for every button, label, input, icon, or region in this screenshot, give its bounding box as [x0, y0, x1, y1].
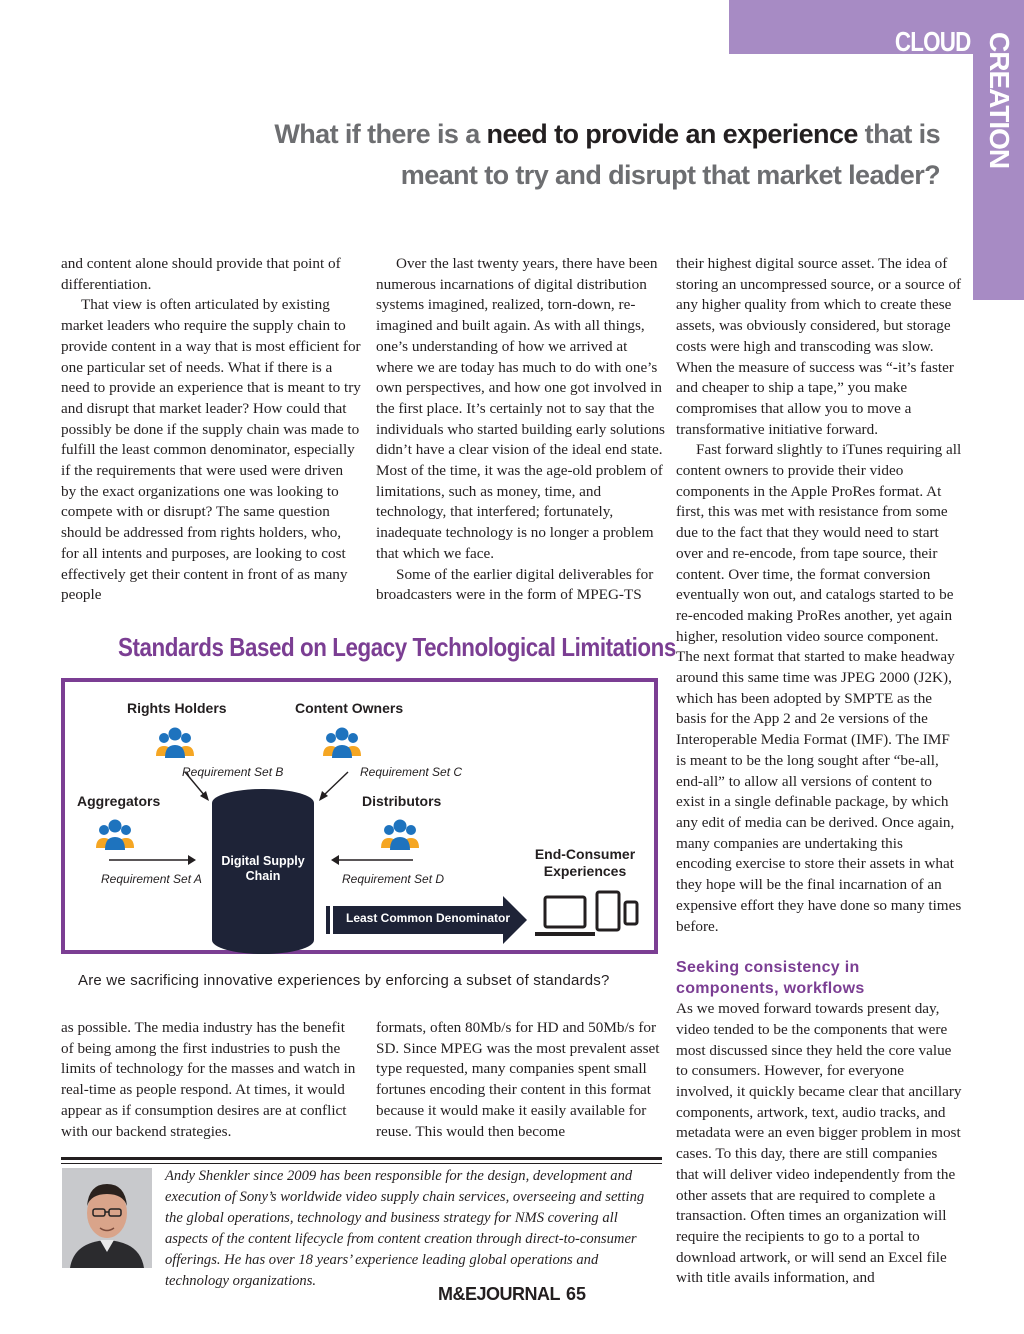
- content-owners-label: Content Owners: [295, 700, 404, 716]
- figure-diagram: [61, 678, 658, 954]
- requirement-set-b: Requirement Set B: [182, 765, 284, 779]
- author-bio: Andy Shenkler since 2009 has been responsible for the design, development and execution of Sony’s worldwide video supply chain services, overseeing and setting the global operations, technology and business strategy for NMS covering all aspects of the content lifecycle from content creation through direct-to-consumer offerings. He has over 18 years’ experience leading global operations and technology organizations.: [165, 1168, 645, 1289]
- section-tab-creation: CREATION: [984, 32, 1015, 169]
- body-column-1-bottom: [61, 1018, 361, 1142]
- distributors-label: Distributors: [362, 793, 442, 809]
- rights-holders-people-icon: [156, 728, 194, 759]
- end-consumer-line2: Experiences: [543, 863, 627, 879]
- rights-holders-label: Rights Holders: [127, 700, 227, 716]
- paragraph: As we moved forward towards present day, video tended to be the components that were most discussed since they held the core value to consumers. However, for everyone involved, it quickly became clear that ancillary components, artwork, text, audio tracks, and metadata were an even bigger problem in most cases. To this day, there are still companies that will deliver video independently from the other assets that are required to complete a transaction. Often times an organization will require the recipients to go to a portal to download artwork, or will send an Excel file with title avails information, and: [676, 1000, 962, 1287]
- body-column-2-top: [376, 254, 666, 606]
- pull-quote: [200, 114, 940, 196]
- section-subheading: Seeking consistency in components, workflows: [676, 959, 865, 998]
- journal-name: M&EJOURNAL: [437, 1284, 560, 1304]
- paragraph: That view is often articulated by existing market leaders who require the supply chain to provide content in a way that is most efficient for one particular set of needs. What if there is a need to provide an experience that is meant to try and disrupt that market leader? How could that possibly be done if the supply chain was made to fulfill the least common denominator, especially if the requirements that were used were driven by the exact organizations one was looking to compete with or disrupt? The same question should be addressed from rights holders, who, for all intents and purposes, are looking to cost effectively get their content in front of as many people: [61, 296, 361, 604]
- paragraph: Some of the earlier digital deliverables for broadcasters were in the form of MPEG-TS: [376, 565, 654, 604]
- body-column-3: [676, 254, 962, 1289]
- supply-chain-label: [212, 854, 314, 884]
- requirement-set-a: Requirement Set A: [101, 872, 202, 886]
- page-number: 65: [565, 1284, 587, 1304]
- end-consumer-line1: End-Consumer: [534, 846, 636, 862]
- aggregators-people-icon: [96, 820, 134, 851]
- paragraph: Fast forward slightly to iTunes requiring all content owners to provide their video components in the Apple ProRes format. At first, this was met with resistance from some due to the fact that they would need to start over and re-encode, from tape source, their content. Over time, the format conversion eventually won out, and catalogs started to be re-encoded making ProRes another, yet again higher, resolution video source component. The next format that started to make headway around this same time was JPEG 2000 (J2K), which has been adopted by SMPTE as the basis for the App 2 and 2e versions of the Interoperable Media Format (IMF). The IMF is meant to be the long sought after “be-all, end-all” to allow all versions of content to exist in a single definable package, by which any edit of media can be derived. Once again, many companies are undertaking this encoding exercise to store their assets in what they hope will be the final incarnation of an expensive effort they have done so many times before.: [676, 441, 962, 935]
- pull-quote-part3: that is meant to try and disrupt that market leader?: [400, 119, 940, 190]
- requirement-set-c: Requirement Set C: [360, 765, 463, 779]
- body-column-1-top: [61, 254, 361, 606]
- author-photo: [62, 1168, 152, 1268]
- devices-icon: [535, 892, 637, 934]
- requirement-set-d: Requirement Set D: [342, 872, 445, 886]
- paragraph: as possible. The media industry has the benefit of being among the first industries to push the limits of technology for the masses and watch in real-time as people respond. At times, it would appear as if consumption desires are at conflict with our backend strategies.: [61, 1019, 356, 1140]
- paragraph: formats, often 80Mb/s for HD and 50Mb/s for SD. Since MPEG was the most prevalent asset type requested, many companies spent small fortunes encoding their content in this format because it would make it easily available for reuse. This would then become: [376, 1019, 660, 1140]
- figure-title: Standards Based on Legacy Technological Limitations: [118, 632, 676, 662]
- aggregators-label: Aggregators: [77, 793, 161, 809]
- paragraph: their highest digital source asset. The idea of storing an uncompressed source, or a source of any higher quality from which to create these assets, was obviously considered, but storage costs were high and transcoding was slow. When the measure of success was “-it’s faster and cheaper to ship a tape,” you make compromises that allow you to move a transformative initiative forward.: [676, 255, 962, 438]
- pull-quote-part1: What if there is a: [274, 119, 487, 149]
- arrow-a-head: [188, 855, 196, 865]
- diagram-graphics: [65, 682, 654, 950]
- body-column-2-bottom: [376, 1018, 666, 1142]
- paragraph: and content alone should provide that point of differentiation.: [61, 255, 341, 293]
- supply-chain-line2: Chain: [245, 869, 281, 883]
- arrow-c: [323, 772, 348, 796]
- bio-divider: [61, 1157, 662, 1160]
- pull-quote-emphasis: need to provide an experience: [486, 119, 858, 149]
- lcd-label: Least Common Denominator: [346, 911, 511, 925]
- arrow-d-head: [331, 855, 339, 865]
- distributors-people-icon: [381, 820, 419, 851]
- paragraph: Over the last twenty years, there have been numerous incarnations of digital distribution systems imagined, realized, torn-down, re-imagined and built again. As with all things, one’s understanding of how we arrived at where we are today has much to do with one’s own perspectives, and how one got involved in the first place. It’s certainly not to say that the individuals who started building early solutions didn’t have a clear vision of the ideal end state. Most of the time, it was the age-old problem of limitations, such as money, time, and technology, that interfered; fortunately, inadequate technology is no longer a problem that which we face.: [376, 255, 665, 562]
- end-consumer-label: [530, 846, 640, 880]
- supply-chain-line1: Digital Supply: [221, 854, 305, 868]
- figure-caption: Are we sacrificing innovative experiences by enforcing a subset of standards?: [78, 972, 610, 989]
- bio-divider-thin: [61, 1163, 662, 1164]
- page-footer: [0, 1284, 1024, 1305]
- content-owners-people-icon: [323, 728, 361, 759]
- section-tab-cloud: CLOUD: [895, 26, 971, 57]
